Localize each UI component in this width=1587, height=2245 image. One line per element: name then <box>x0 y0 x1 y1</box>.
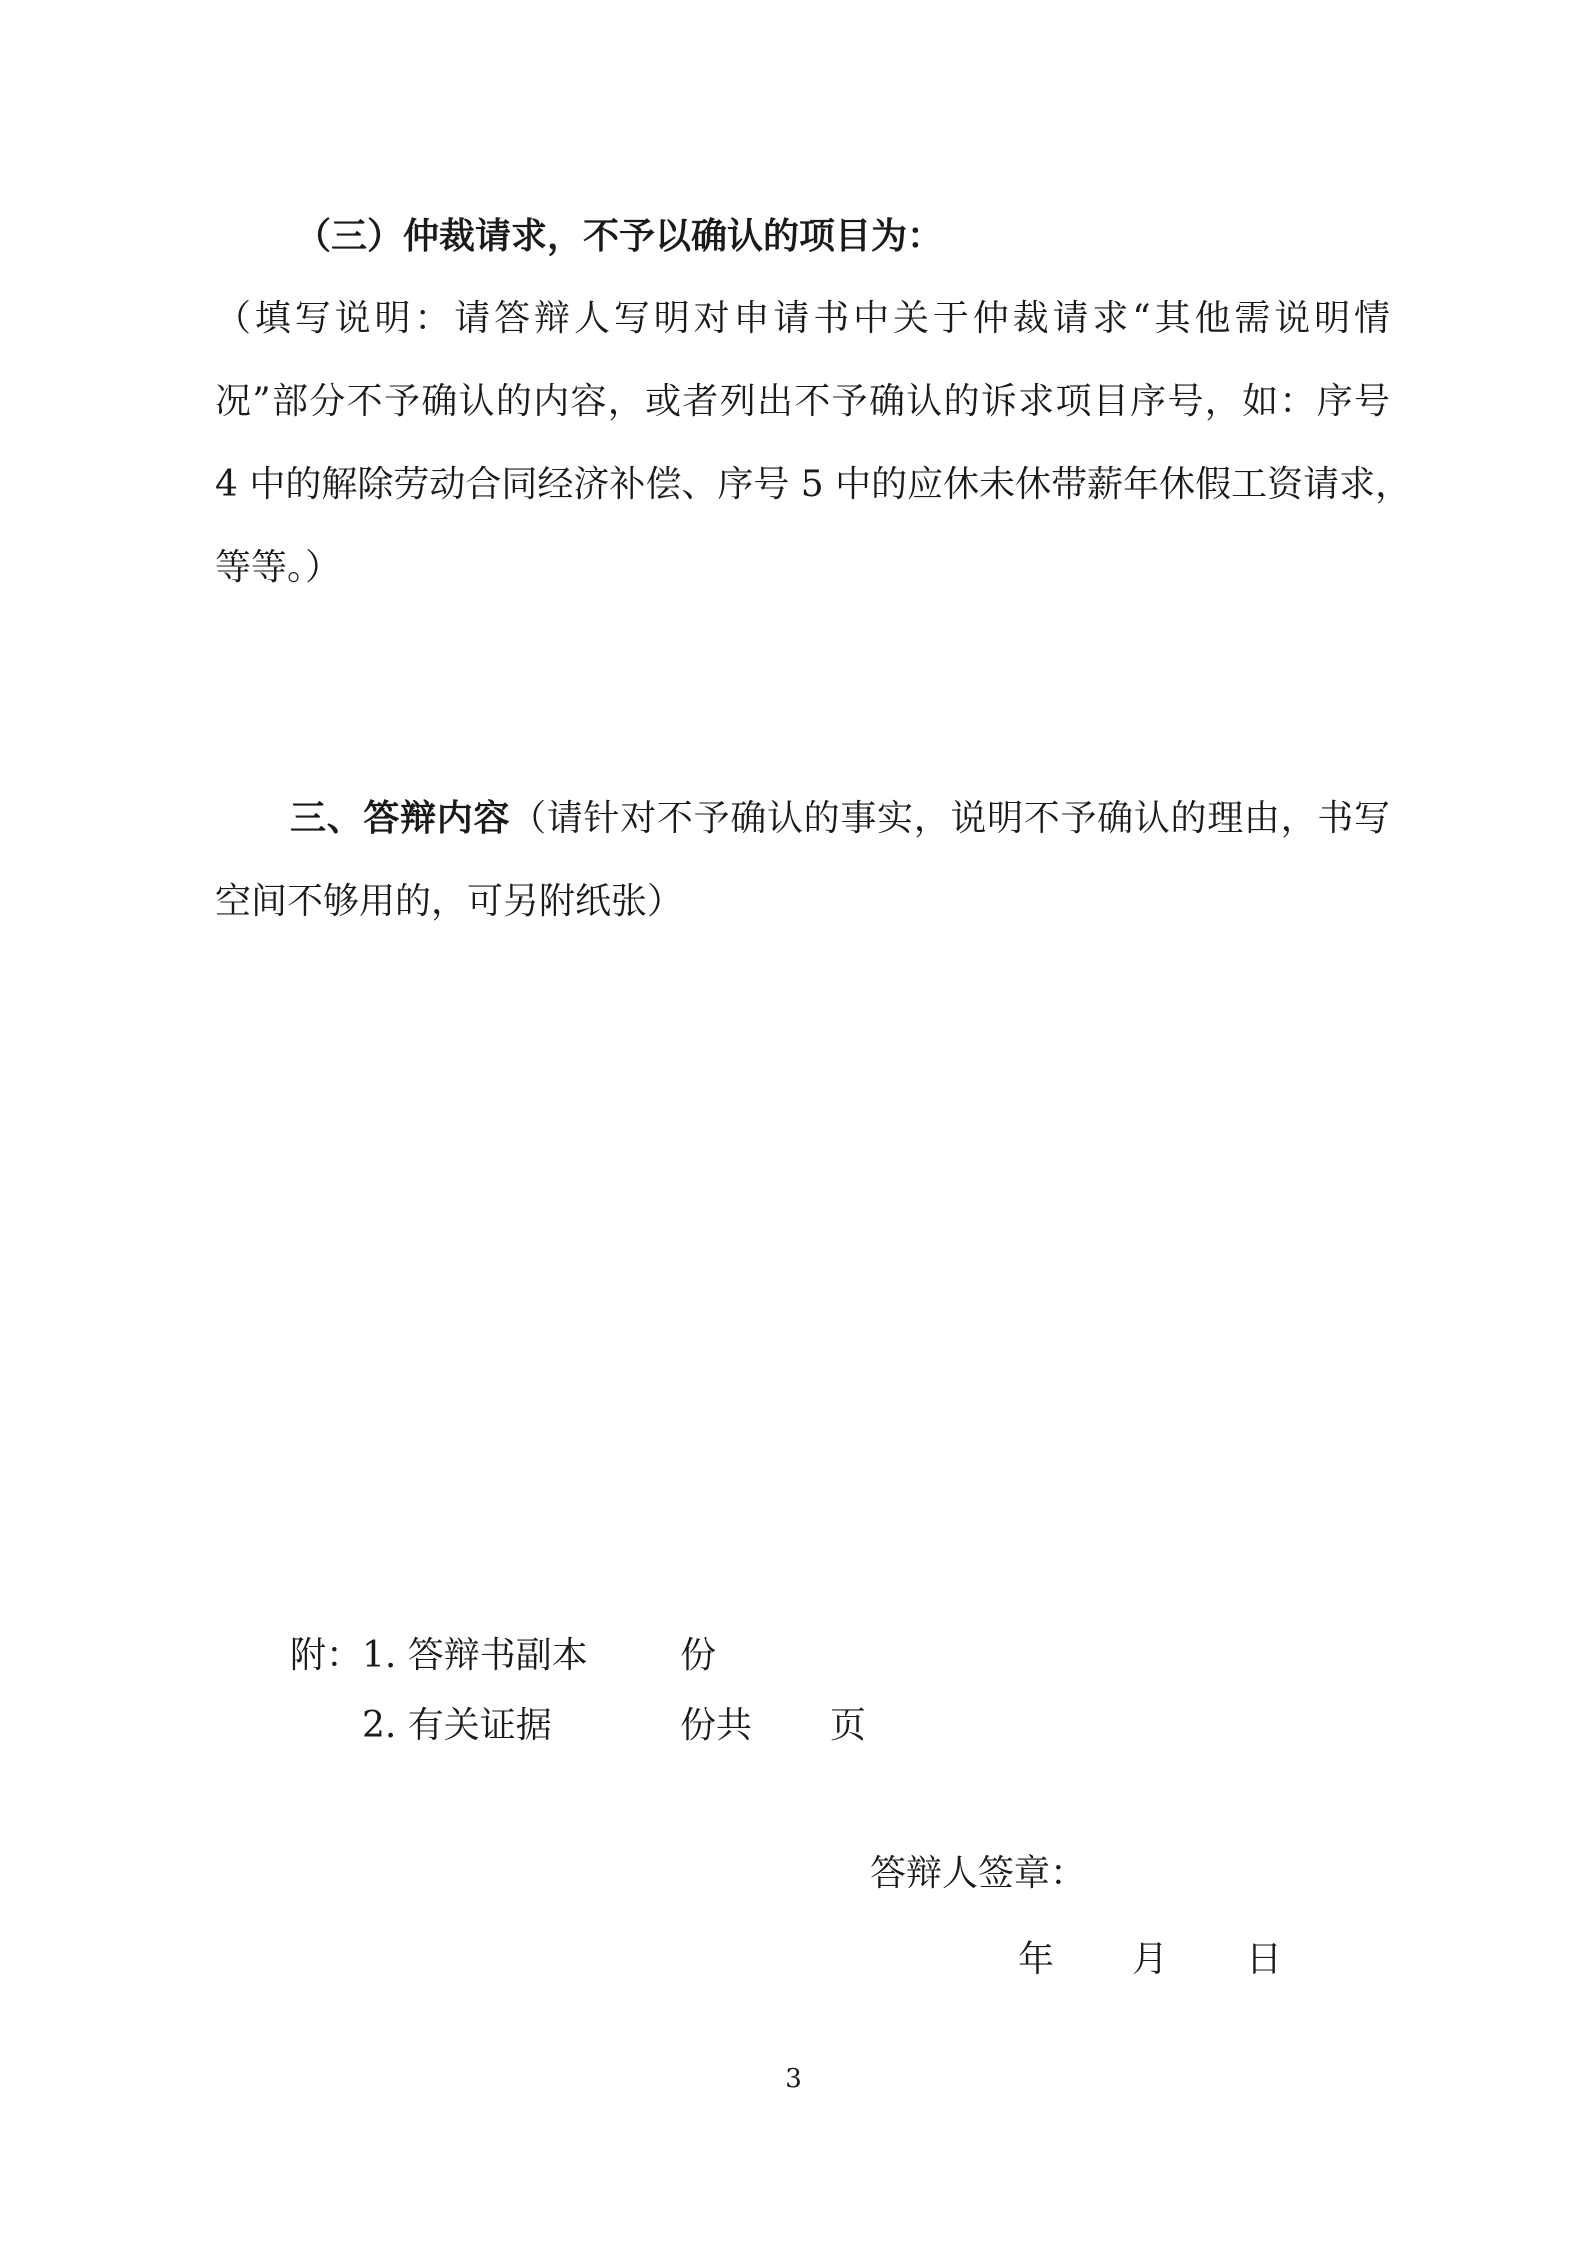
date-year-label: 年 <box>1018 1939 1055 1980</box>
attachment-item-2-pages: 页 <box>830 1705 867 1746</box>
defense-content-heading: 三、答辩内容 <box>290 798 511 839</box>
attachments-label: 附： <box>290 1635 363 1676</box>
defense-content-note-2: 空间不够用的，可另附纸张） <box>215 881 684 922</box>
attachment-item-2-copies: 份共 <box>680 1705 753 1746</box>
section-3-heading: （三）仲裁请求，不予以确认的项目为： <box>295 216 944 257</box>
instruction-line-3: 4 中的解除劳动合同经济补偿、序号 5 中的应休未休带薪年休假工资请求， <box>215 464 1412 505</box>
attachment-item-1-copies: 份 <box>680 1635 717 1676</box>
respondent-signature-label: 答辩人签章： <box>870 1853 1087 1894</box>
attachment-item-1: 1. 答辩书副本 <box>362 1635 588 1676</box>
page-number: 3 <box>785 2064 802 2094</box>
instruction-line-2: 况”部分不予确认的内容，或者列出不予确认的诉求项目序号，如：序号 <box>215 381 1390 422</box>
attachment-item-2: 2. 有关证据 <box>362 1705 552 1746</box>
defense-content-note-1: （请针对不予确认的事实，说明不予确认的理由，书写 <box>510 798 1390 839</box>
date-month-label: 月 <box>1132 1939 1169 1980</box>
date-day-label: 日 <box>1246 1939 1283 1980</box>
instruction-line-1: （填写说明：请答辩人写明对申请书中关于仲裁请求“其他需说明情 <box>215 298 1390 339</box>
defense-content-line-1 <box>290 795 1390 843</box>
instruction-line-4: 等等。） <box>215 547 342 588</box>
